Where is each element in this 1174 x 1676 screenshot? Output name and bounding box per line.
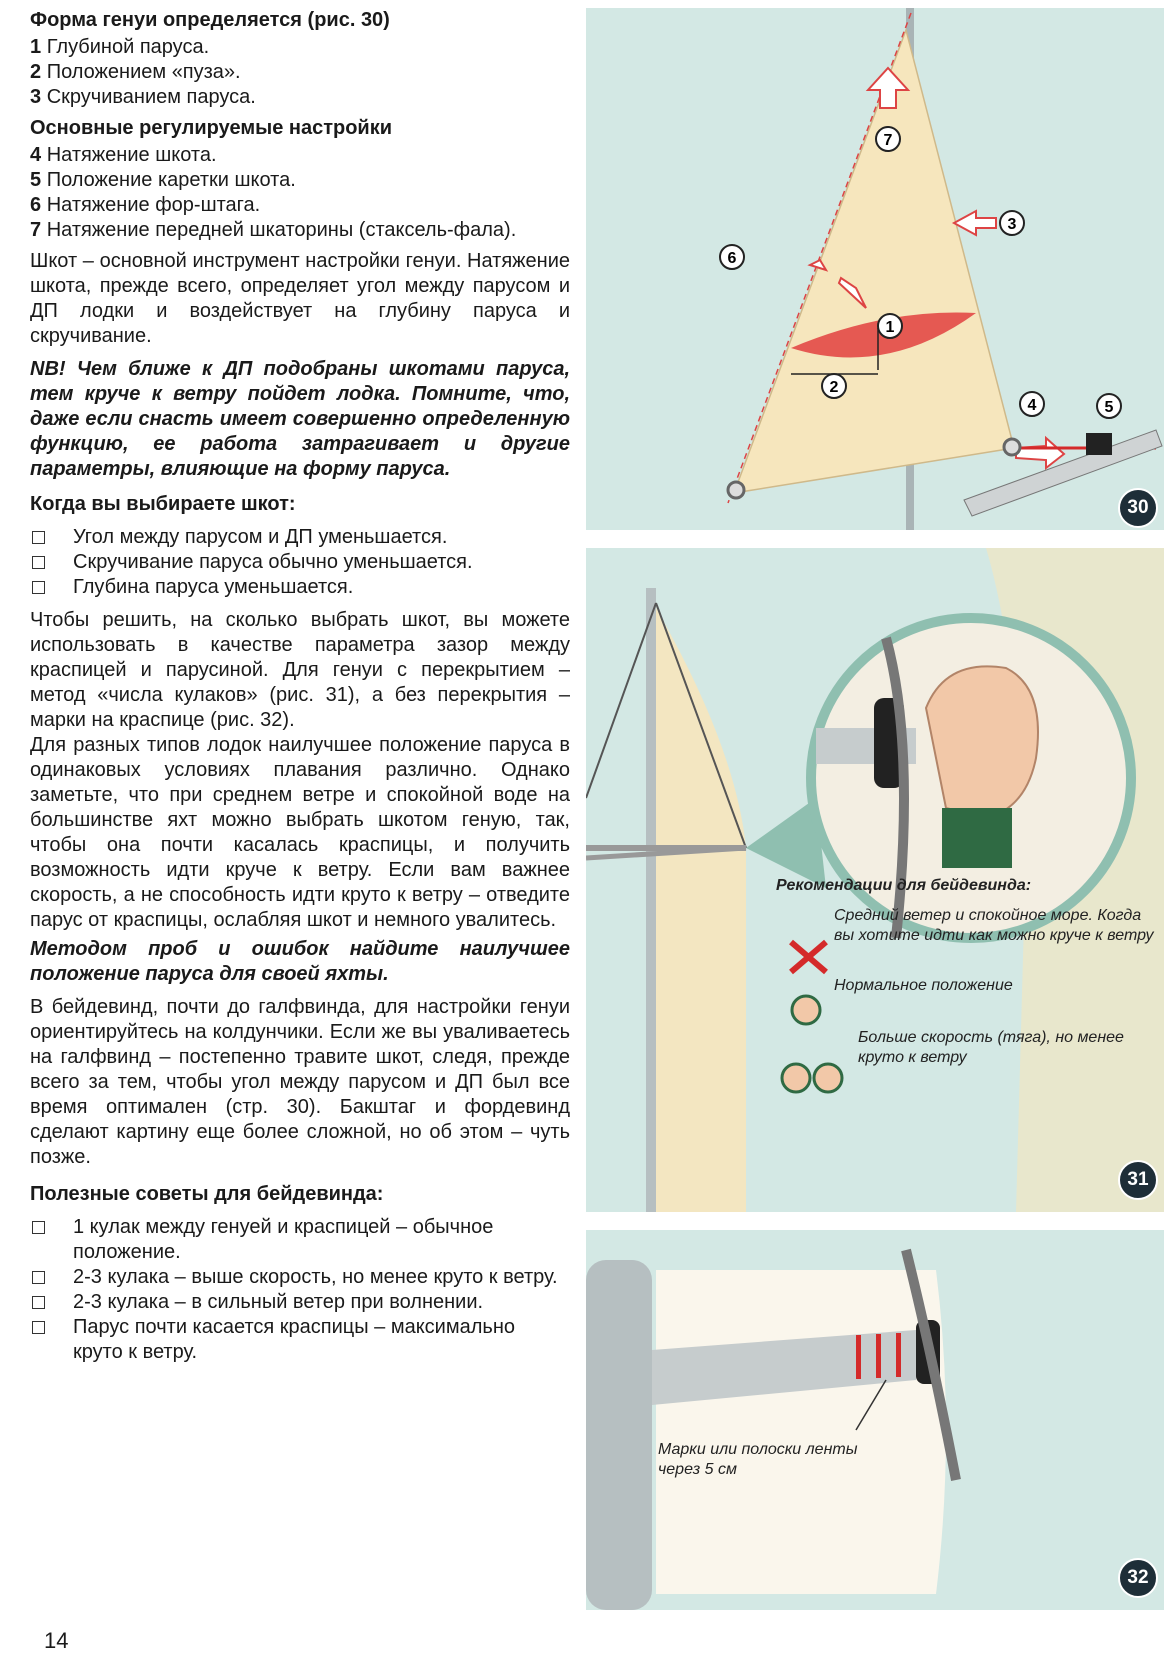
checkbox-icon bbox=[32, 1296, 45, 1309]
recommendation-normal: Нормальное положение bbox=[834, 977, 1013, 994]
list-item: 2-3 кулака – выше скорость, но менее круто к ветру. bbox=[30, 1265, 570, 1290]
checkbox-icon bbox=[32, 581, 45, 594]
shape-title: Форма генуи определяется (рис. 30) bbox=[30, 9, 390, 31]
left-arrow-icon bbox=[954, 211, 996, 235]
label-5: 5 bbox=[1104, 399, 1114, 416]
label-7: 7 bbox=[883, 132, 893, 149]
list-item: 1 кулак между генуей и краспицей – обычное положение. bbox=[30, 1215, 570, 1265]
one-fist-icon bbox=[792, 996, 820, 1024]
list-item: 6 Натяжение фор-штага. bbox=[30, 194, 261, 216]
label-3: 3 bbox=[1007, 216, 1017, 233]
figure-30 bbox=[586, 8, 1164, 530]
figure-badge: 31 bbox=[1118, 1160, 1158, 1200]
figure-badge: 32 bbox=[1118, 1558, 1158, 1598]
figure-31 bbox=[586, 548, 1164, 1212]
paragraph-sheet: Шкот – основной инструмент настройки генуи. Натяжение шкота, прежде всего, определяет угол между парусом и ДП лодки и воздействует на глубину паруса и скручивание. bbox=[30, 250, 570, 347]
marks-caption: Марки или полоски ленты через 5 см bbox=[658, 1441, 858, 1478]
spreader-marks-illustration bbox=[586, 1230, 1164, 1610]
fist-icon bbox=[926, 666, 1038, 818]
label-4: 4 bbox=[1027, 397, 1037, 414]
genoa-shape-illustration bbox=[586, 8, 1164, 530]
trial-note: Методом проб и ошибок найдите наилучшее положение паруса для своей яхты. bbox=[30, 938, 570, 985]
label-1: 1 bbox=[885, 319, 895, 336]
sheet-checklist bbox=[30, 525, 570, 600]
paragraph-boats: Для разных типов лодок наилучшее положение паруса в одинаковых условиях плавания различно. Однако заметьте, что при среднем ветре и спокойной воде на большинстве яхт можно выбрать шкотом геную, так, чтобы она почти касалась краспицы, и получить возможность идти круче к ветру. Если вам важнее скорость, а не способность идти круто к ветру – отведите парус от краспицы, ослабляя шкот и немного увалитесь. bbox=[30, 734, 570, 931]
list-item: 3 Скручиванием паруса. bbox=[30, 86, 256, 108]
mark-icon bbox=[876, 1334, 881, 1378]
checkbox-icon bbox=[32, 1321, 45, 1334]
tips-checklist bbox=[30, 1215, 570, 1365]
nb-note: NB! Чем ближе к ДП подобраны шкотами паруса, тем круче к ветру пойдет лодка. Помните, что, даже если снасть имеет совершенно определенную функцию, ее работа затрагивает и другие параметры, влияющие на форму паруса. bbox=[30, 358, 570, 480]
label-6: 6 bbox=[727, 250, 737, 267]
page-number: 14 bbox=[44, 1628, 69, 1653]
settings-title: Основные регулируемые настройки bbox=[30, 117, 393, 139]
recommendation-speed: Больше скорость (тяга), но менее круто к ветру bbox=[858, 1029, 1124, 1066]
two-fists-icon bbox=[782, 1064, 810, 1092]
recommendations-title: Рекомендации для бейдевинда: bbox=[776, 877, 1032, 894]
cross-icon bbox=[791, 942, 826, 972]
list-item: 1 Глубиной паруса. bbox=[30, 36, 210, 58]
clew-ring-icon bbox=[1004, 439, 1020, 455]
checkbox-icon bbox=[32, 531, 45, 544]
shape-list bbox=[30, 35, 570, 110]
mark-icon bbox=[856, 1335, 861, 1379]
tack-ring-icon bbox=[728, 482, 744, 498]
list-item: Скручивание паруса обычно уменьшается. bbox=[30, 550, 570, 575]
sail-icon bbox=[656, 1270, 946, 1594]
checkbox-icon bbox=[32, 1221, 45, 1234]
mast-icon bbox=[586, 1260, 652, 1610]
sail-icon bbox=[656, 608, 746, 1212]
list-item: 7 Натяжение передней шкаторины (стаксель-фала). bbox=[30, 219, 517, 241]
label-2: 2 bbox=[829, 379, 839, 396]
paragraph-telltales: В бейдевинд, почти до галфвинда, для настройки генуи ориентируйтесь на колдунчики. Если же вы уваливаетесь на галфвинд – постепенно травите шкот, следя, прежде всего за тем, чтобы угол между парусом и ДП был все время оптимален (стр. 30). Бакштаг и фордевинд сделают картину еще более сложной, но об этом – чуть позже. bbox=[30, 996, 570, 1168]
text-column bbox=[30, 8, 570, 1648]
list-item: Угол между парусом и ДП уменьшается. bbox=[30, 525, 570, 550]
figure-badge: 30 bbox=[1118, 488, 1158, 528]
list-item: 4 Натяжение шкота. bbox=[30, 144, 217, 166]
list-item: 2 Положением «пуза». bbox=[30, 61, 241, 83]
sheet-title: Когда вы выбираете шкот: bbox=[30, 493, 296, 515]
sail-icon bbox=[734, 30, 1014, 493]
list-item: 2-3 кулака – в сильный ветер при волнении. bbox=[30, 1290, 570, 1315]
paragraph-gap: Чтобы решить, на сколько выбрать шкот, вы можете использовать в качестве параметра зазор между краспицей и парусиной. Для генуи с перекрытием – метод «числа кулаков» (рис. 31), а без перекрытия – марки на краспице (рис. 32). bbox=[30, 609, 570, 731]
settings-list bbox=[30, 143, 570, 243]
list-item: 5 Положение каретки шкота. bbox=[30, 169, 296, 191]
checkbox-icon bbox=[32, 1271, 45, 1284]
mark-icon bbox=[896, 1333, 901, 1377]
recommendation-close-hauled: Средний ветер и спокойное море. Когда вы хотите идти как можно круче к ветру bbox=[834, 907, 1154, 944]
car-icon bbox=[1086, 433, 1112, 455]
tips-title: Полезные советы для бейдевинда: bbox=[30, 1183, 384, 1205]
mast-icon bbox=[646, 588, 656, 1212]
list-item: Глубина паруса уменьшается. bbox=[30, 575, 570, 600]
figure-32 bbox=[586, 1230, 1164, 1610]
list-item: Парус почти касается краспицы – максимально круто к ветру. bbox=[30, 1315, 570, 1365]
sheet-arrow-icon bbox=[1016, 438, 1064, 468]
checkbox-icon bbox=[32, 556, 45, 569]
sleeve-icon bbox=[942, 808, 1012, 868]
